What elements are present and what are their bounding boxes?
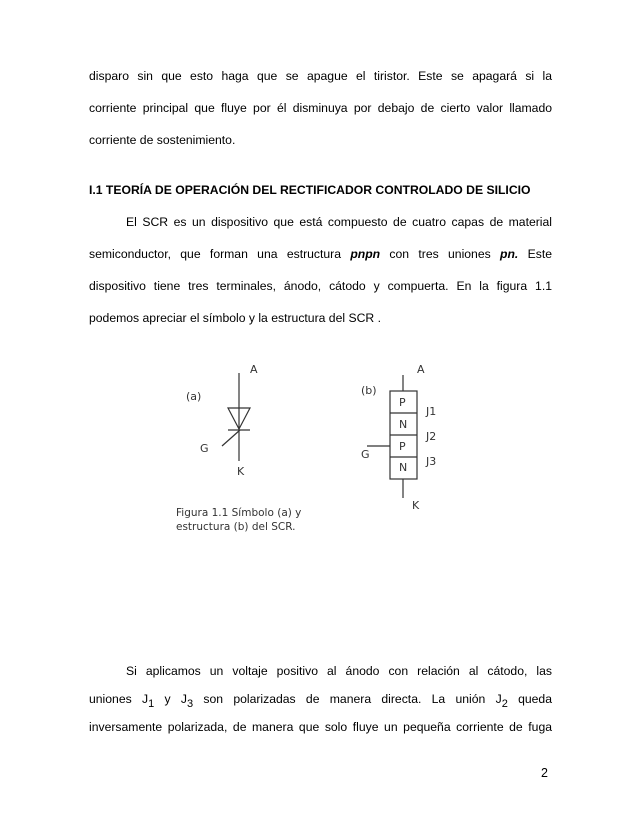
paragraph-3-line-2 [89,692,552,712]
gate-lead [222,430,240,446]
structure-cathode-label: K [412,499,420,512]
layer-label: N [399,461,408,474]
paragraph-1-line-3: corriente de sostenimiento. [89,133,236,147]
symbol-anode-label: A [250,363,258,376]
paragraph-3-line-1: Si aplicamos un voltaje positivo al ánodo con relación al cátodo, las [126,664,552,678]
subscript: 1 [148,698,155,710]
layer-label: P [399,440,406,453]
text-span: Este [518,247,553,261]
caption-line: Figura 1.1 Símbolo (a) y [176,507,302,519]
symbol-gate-label: G [200,442,209,455]
paragraph-2-line-2 [89,247,552,262]
subscript: 3 [186,698,194,710]
paragraph-2-line-4: podemos apreciar el símbolo y la estructura del SCR . [89,311,381,325]
text-span: y J [154,692,187,706]
page-number: 2 [541,766,548,780]
paragraph-1-line-1: disparo sin que esto haga que se apague el tiristor. Este se apagará si la [89,69,552,83]
paragraph-2-line-1: El SCR es un dispositivo que está compuesto de cuatro capas de material [126,215,552,229]
layer-label: P [399,396,406,409]
text-span: uniones J [89,692,149,706]
section-heading: I.1 TEORÍA DE OPERACIÓN DEL RECTIFICADOR CONTROLADO DE SILICIO [89,183,531,197]
junction-label: J3 [426,455,437,468]
emphasis-pn: pn. [500,247,519,261]
subscript: 2 [501,698,508,710]
figure-1-1 [0,355,638,545]
emphasis-pnpn: pnpn [350,247,381,261]
paragraph-2-line-3: dispositivo tiene tres terminales, ánodo, cátodo y compuerta. En la figura 1.1 [89,279,552,293]
paragraph-1-line-2: corriente principal que fluye por él disminuya por debajo de cierto valor llamado [89,101,552,115]
paragraph-3-line-3: inversamente polarizada, de manera que solo fluye un pequeña corriente de fuga [89,720,552,734]
junction-label: J2 [426,430,437,443]
symbol-part-label: (a) [186,390,202,403]
text-span: queda [507,692,552,706]
text-span: son polarizadas de manera directa. La unión J [193,692,502,706]
scr-symbol [222,373,250,461]
structure-anode-label: A [417,363,425,376]
text-span: con tres uniones [380,247,501,261]
caption-line: estructura (b) del SCR. [176,521,296,533]
symbol-cathode-label: K [237,465,245,478]
text-span: semiconductor, que forman una estructura [89,247,351,261]
figure-caption [176,506,376,534]
layer-label: N [399,418,408,431]
junction-label: J1 [426,405,437,418]
structure-gate-label: G [361,448,370,461]
structure-part-label: (b) [361,384,377,397]
